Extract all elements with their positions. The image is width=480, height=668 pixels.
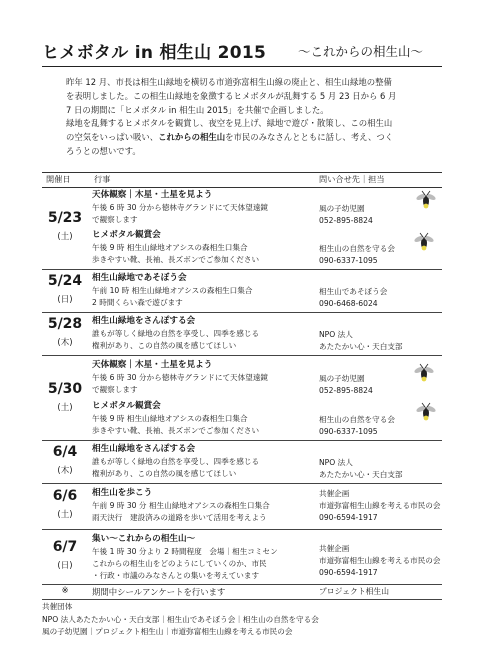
event-weekday: (土) (57, 232, 73, 242)
intro-line: ろうとの想いです。 (66, 145, 141, 156)
firefly-icon (414, 402, 438, 422)
survey-contact: プロジェクト相生山 (319, 587, 390, 596)
event-contact (319, 543, 441, 579)
event-item (92, 272, 252, 309)
event-title: 相生山を歩こう (92, 488, 153, 498)
event-item (92, 443, 259, 480)
contact-line: 052-895-8824 (319, 386, 373, 395)
event-weekday: (木) (57, 338, 73, 348)
co-organizers-line: NPO 法人あたたかい心・天白支部｜相生山であそぼう会｜相生山の自然を守る会 (42, 614, 319, 624)
event-title: ヒメボタル観賞会 (92, 230, 161, 240)
event-detail: 2 時間くらい森で遊びます (92, 298, 183, 307)
co-organizers-line: 風の子幼児園｜プロジェクト相生山｜市道弥富相生山線を考える市民の会 (42, 627, 293, 636)
header-event: 行事 (94, 174, 111, 184)
intro-line: 昨年 12 月、市長は相生山緑地を横切る市道弥富相生山線の廃止と、相生山緑地の整備 (66, 77, 392, 87)
event-title: 天体観察｜木星・土星を見よう (92, 360, 213, 370)
event-title: 天体観察｜木星・土星を見よう (92, 190, 213, 200)
contact-line: 090-6594-1917 (319, 513, 378, 522)
event-date: 5/23 (47, 210, 83, 226)
event-detail: これからの相生山をどのようにしていくのか、市民 (92, 559, 267, 568)
event-detail: 午後 1 時 30 分より 2 時間程度 会場｜相生コミセン (92, 547, 278, 556)
event-weekday: (土) (57, 403, 73, 413)
event-weekday: (日) (57, 561, 73, 571)
survey-text: 期間中シールアンケートを行います (92, 587, 226, 597)
contact-line: 風の子幼児園 (319, 204, 365, 213)
day-block-0607 (42, 529, 442, 585)
contact-line: あたたかい心・天白支部 (319, 470, 403, 479)
survey-row (42, 584, 442, 600)
firefly-icon (412, 363, 436, 383)
contact-line: 風の子幼児園 (319, 374, 365, 383)
event-item (92, 315, 259, 352)
event-detail: 権利があり、この自然の風を感じてほしい (92, 341, 237, 350)
contact-line: 相生山の自然を守る会 (319, 244, 395, 253)
event-detail: 歩きやすい靴、長袖、長ズボンでご参加ください (92, 255, 260, 264)
event-contact (319, 373, 373, 397)
event-contact (319, 243, 395, 267)
day-block-0528 (42, 312, 442, 356)
event-contact (319, 329, 403, 353)
firefly-icon (412, 232, 436, 252)
event-title: 相生山緑地をさんぽする会 (92, 316, 196, 326)
event-title: ヒメボタル観賞会 (92, 401, 161, 411)
event-item (92, 359, 268, 396)
intro-text (66, 76, 432, 159)
intro-text-part: を市民のみなさんとともに話し、考え、つく (225, 132, 394, 143)
intro-line: を表明しました。この相生山緑地を象徴するヒメボタルが乱舞する 5 月 23 日から 6 月 (66, 90, 397, 101)
event-weekday: (木) (57, 466, 73, 476)
contact-line: NPO 法人 (319, 330, 353, 339)
event-contact (319, 286, 387, 310)
contact-line: 共催企画 (319, 544, 350, 553)
title-rule (42, 66, 442, 67)
contact-line: 市道弥富相生山線を考える市民の会 (319, 556, 441, 565)
event-title: 相生山緑地であそぼう会 (92, 273, 187, 283)
contact-line: あたたかい心・天白支部 (319, 342, 403, 351)
event-detail: 権利があり、この自然の風を感じてほしい (92, 469, 237, 478)
event-item (92, 229, 259, 266)
event-detail: 午後 9 時 相生山緑地オアシスの森相生口集合 (92, 243, 248, 252)
contact-line: NPO 法人 (319, 458, 353, 467)
contact-line: 090-6337-1095 (319, 256, 378, 265)
survey-mark: ※ (61, 586, 69, 596)
event-detail: 雨天決行 建設済みの道路を歩いて活用を考えよう (92, 513, 267, 522)
intro-line (66, 131, 432, 145)
event-detail: で観察します (92, 215, 138, 224)
event-date: 5/28 (47, 316, 83, 332)
event-date: 6/4 (52, 444, 78, 460)
intro-text-part: の空気をいっぱい吸い、 (66, 132, 159, 143)
contact-line: 共催企画 (319, 489, 350, 498)
contact-line: 090-6594-1917 (319, 568, 378, 577)
event-detail: 誰もが等しく緑地の自然を享受し、四季を感じる (92, 457, 260, 466)
event-item (92, 487, 270, 524)
event-detail: 午後 6 時 30 分から徳林寺グランドにて天体望遠鏡 (92, 373, 269, 382)
intro-emphasis: これからの相生山 (158, 132, 226, 143)
event-detail: 午前 10 時 相生山緑地オアシスの森相生口集合 (92, 286, 253, 295)
event-contact (319, 414, 395, 438)
contact-line: 市道弥富相生山線を考える市民の会 (319, 501, 441, 510)
intro-line: 7 日の期間に「ヒメボタル in 相生山 2015」を共催で企画しました。 (66, 104, 329, 115)
event-detail: ・行政・市議のみなさんとの集いを考えています (92, 571, 260, 580)
event-detail: で観察します (92, 385, 138, 394)
event-contact (319, 488, 441, 524)
event-detail: 午後 9 時 相生山緑地オアシスの森相生口集合 (92, 414, 248, 423)
page-title: ヒメボタル in 相生山 2015 (42, 43, 267, 63)
event-weekday: (日) (57, 295, 73, 305)
event-item (92, 400, 259, 437)
intro-line: 緑地を乱舞するヒメボタルを観賞し、夜空を見上げ、緑地で遊び・散策し、この相生山 (66, 118, 393, 129)
event-contact (319, 203, 373, 227)
co-organizers (42, 601, 442, 639)
event-title: 相生山緑地をさんぽする会 (92, 444, 196, 454)
event-title: 集い〜これからの相生山〜 (92, 534, 196, 544)
header-date: 開催日 (46, 174, 71, 184)
event-contact (319, 457, 403, 481)
contact-line: 相生山の自然を守る会 (319, 415, 395, 424)
co-organizers-label: 共催団体 (42, 602, 73, 611)
contact-line: 090-6468-6024 (319, 299, 378, 308)
event-detail: 歩きやすい靴、長袖、長ズボンでご参加ください (92, 426, 260, 435)
event-date: 5/30 (47, 381, 83, 397)
event-detail: 誰もが等しく緑地の自然を享受し、四季を感じる (92, 329, 260, 338)
event-detail: 午後 6 時 30 分から徳林寺グランドにて天体望遠鏡 (92, 203, 269, 212)
contact-line: 090-6337-1095 (319, 427, 378, 436)
day-block-0523 (42, 186, 442, 270)
day-block-0530 (42, 355, 442, 441)
event-item (92, 189, 268, 226)
day-block-0604 (42, 440, 442, 484)
firefly-icon (414, 190, 438, 210)
header-contact: 問い合せ先｜担当 (319, 174, 385, 184)
day-block-0606 (42, 483, 442, 530)
event-weekday: (土) (57, 510, 73, 520)
contact-line: 052-895-8824 (319, 216, 373, 225)
day-block-0524 (42, 269, 442, 313)
page-subtitle: 〜これからの相生山〜 (298, 44, 424, 59)
event-item (92, 533, 278, 582)
event-date: 6/6 (52, 488, 78, 504)
event-detail: 午前 9 時 30 分 相生山緑地オアシスの森相生口集合 (92, 501, 270, 510)
event-date: 5/24 (47, 273, 83, 289)
contact-line: 相生山であそぼう会 (319, 287, 388, 296)
event-date: 6/7 (52, 539, 78, 555)
